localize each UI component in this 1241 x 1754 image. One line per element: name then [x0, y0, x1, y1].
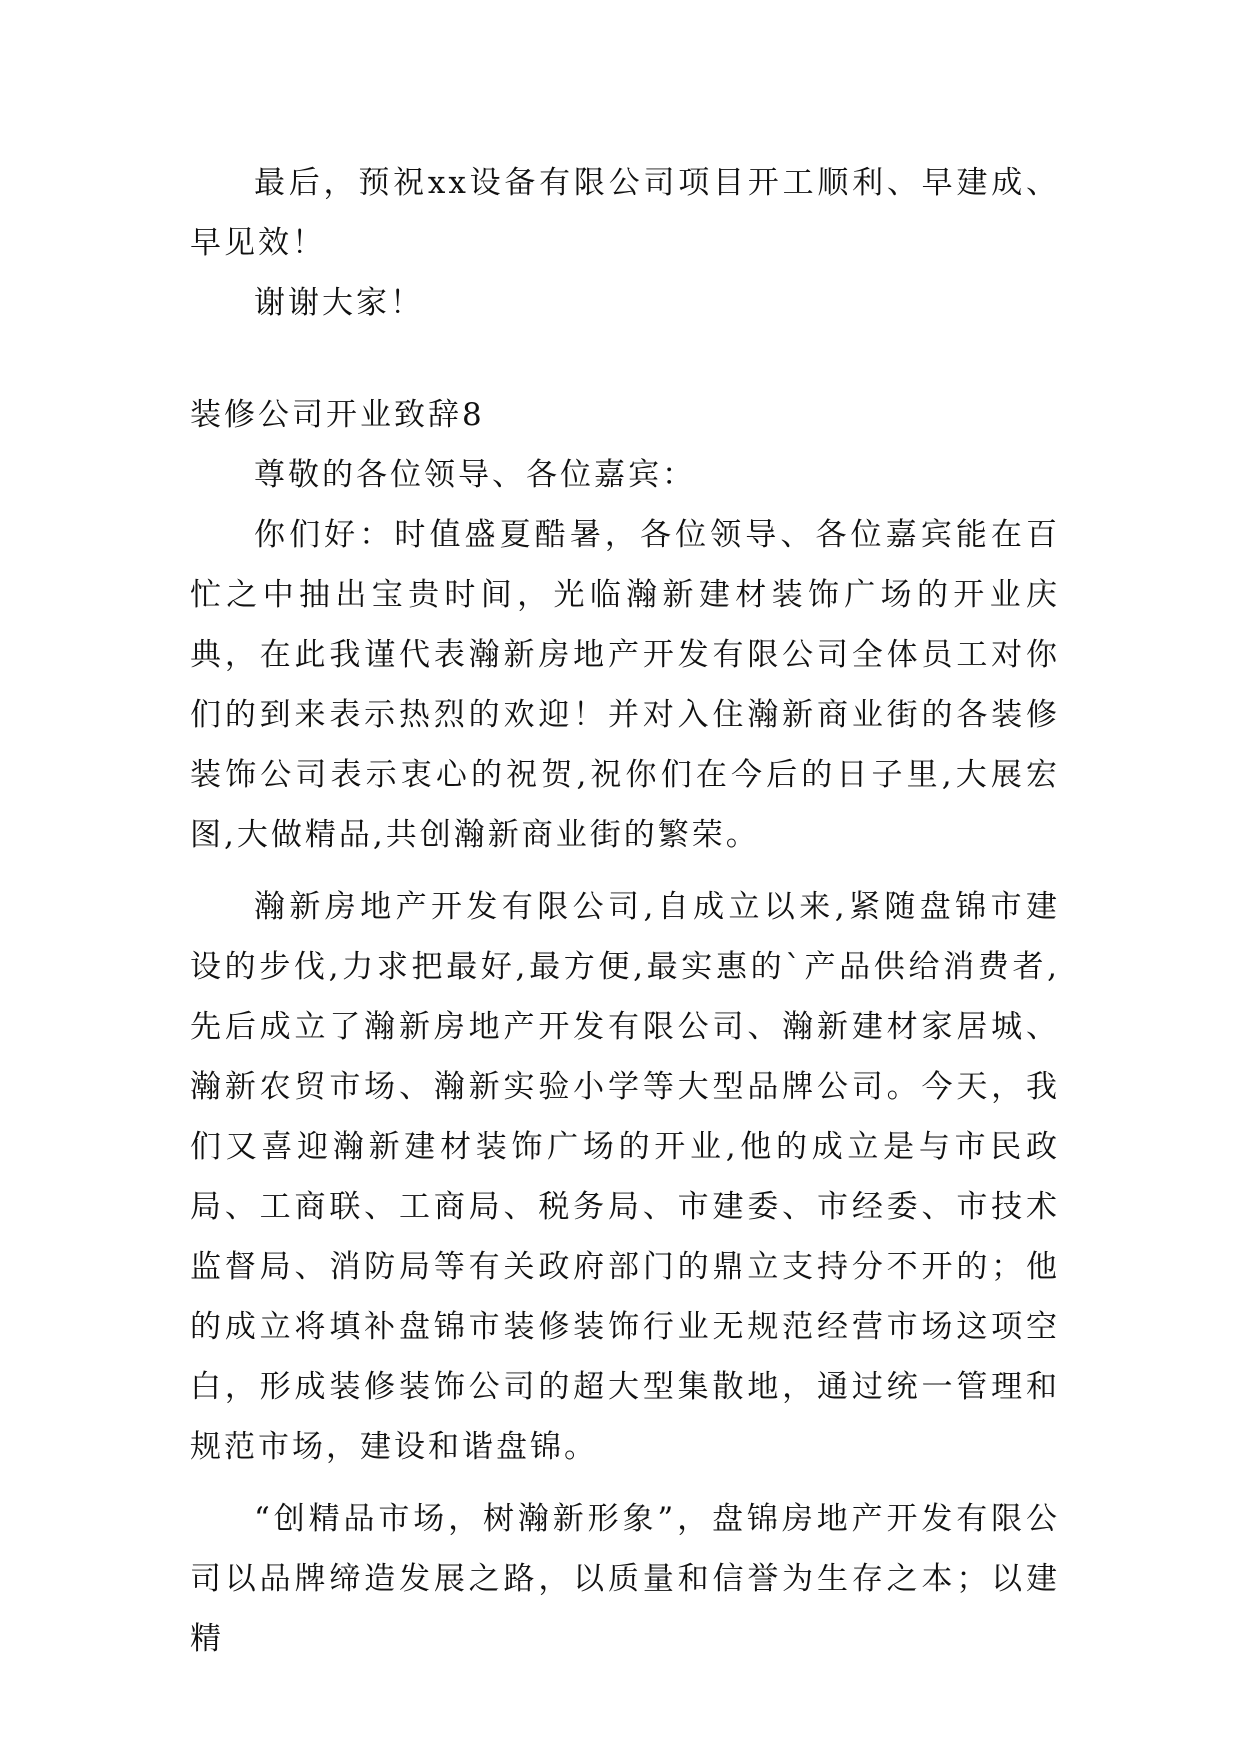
closing-section: [190, 153, 1060, 333]
body-paragraph: “创精品市场，树瀚新形象”，盘锦房地产开发有限公司以品牌缔造发展之路，以质量和信誉为生存之本；以建精: [190, 1501, 1060, 1657]
section-title: 装修公司开业致辞8: [190, 397, 485, 433]
salutation-paragraph: 尊敬的各位领导、各位嘉宾：: [254, 457, 696, 493]
body-paragraph: 你们好：时值盛夏酷暑，各位领导、各位嘉宾能在百忙之中抽出宝贵时间，光临瀚新建材装饰广场的开业庆典，在此我谨代表瀚新房地产开发有限公司全体员工对你们的到来表示热烈的欢迎！并对入住瀚新商业街的各装修装饰公司表示衷心的祝贺,祝你们在今后的日子里,大展宏图,大做精品,共创瀚新商业街的繁荣。: [190, 517, 1060, 853]
thanks-paragraph: 谢谢大家！: [254, 285, 424, 321]
body-paragraph: 瀚新房地产开发有限公司,自成立以来,紧随盘锦市建设的步伐,力求把最好,最方便,最实惠的`产品供给消费者,先后成立了瀚新房地产开发有限公司、瀚新建材家居城、瀚新农贸市场、瀚新实验小学等大型品牌公司。今天，我们又喜迎瀚新建材装饰广场的开业,他的成立是与市民政局、工商联、工商局、税务局、市建委、市经委、市技术监督局、消防局等有关政府部门的鼎立支持分不开的；他的成立将填补盘锦市装修装饰行业无规范经营市场这项空白，形成装修装饰公司的超大型集散地，通过统一管理和规范市场，建设和谐盘锦。: [190, 889, 1060, 1465]
speech-section: [190, 385, 1060, 1669]
closing-wish-paragraph: 最后，预祝xx设备有限公司项目开工顺利、早建成、早见效！: [190, 165, 1060, 261]
